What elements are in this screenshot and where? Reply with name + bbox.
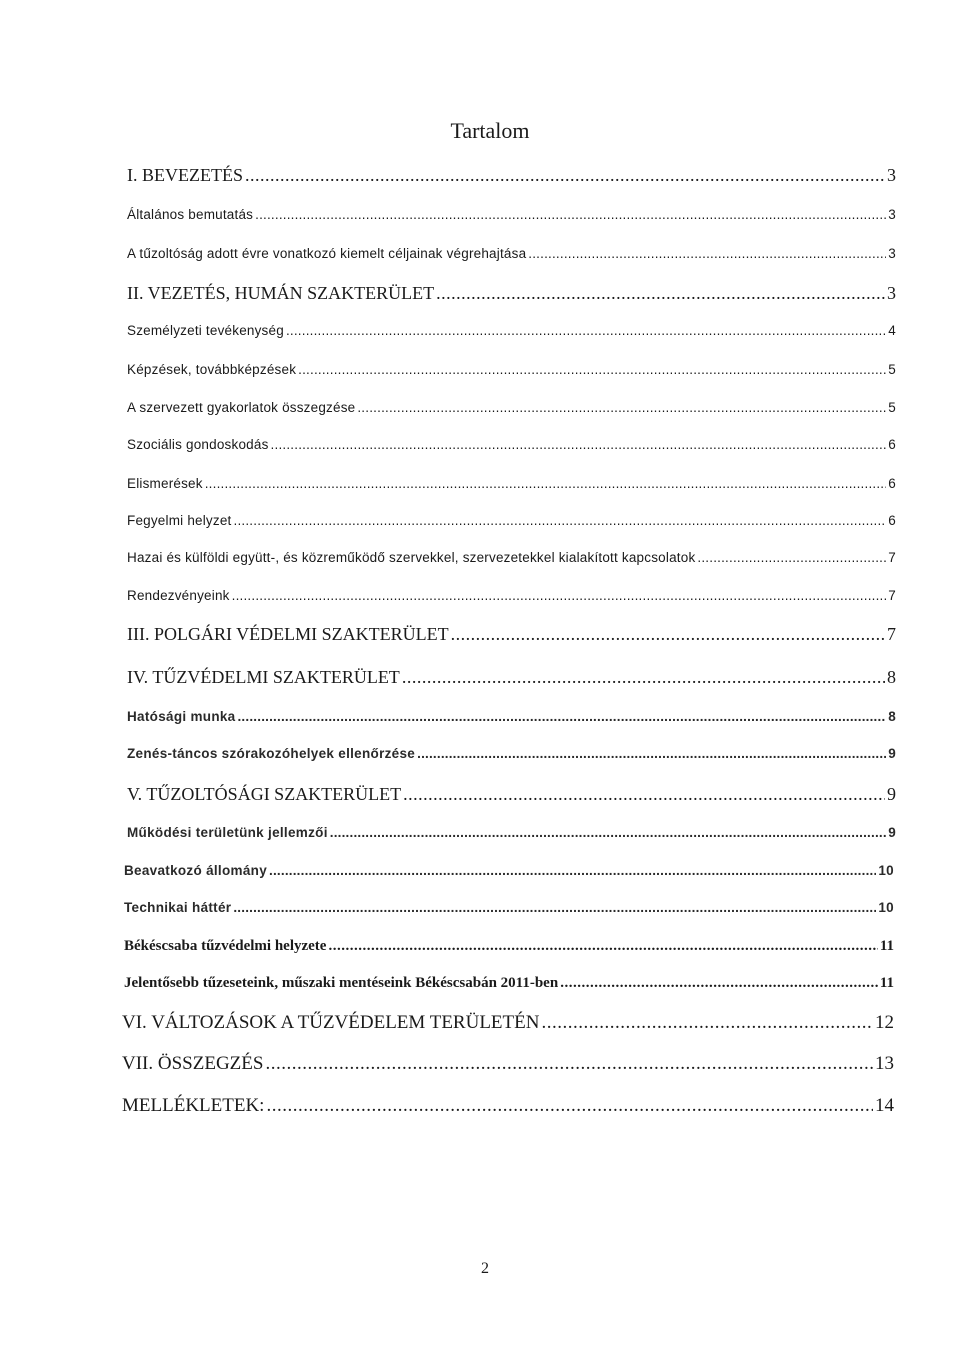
toc-entry-technikai-hatter[interactable] — [124, 900, 894, 915]
toc-entry-page: 12 — [875, 1012, 894, 1033]
dot-leader — [245, 165, 885, 186]
toc-entry-rendezvenyeink[interactable] — [127, 588, 896, 603]
dot-leader — [417, 746, 886, 761]
toc-entry-label: Jelentősebb tűzeseteink, műszaki mentéseink Békéscsabán 2011-ben — [124, 975, 559, 991]
toc-entry-szemelyzeti[interactable] — [127, 323, 896, 338]
dot-leader — [560, 975, 878, 992]
toc-entry-mukodesi-terulet[interactable] — [127, 825, 896, 840]
toc-entry-bekescsaba-tuzvedelmi[interactable] — [124, 938, 894, 955]
toc-entry-kepzesek[interactable] — [127, 362, 896, 377]
toc-entry-page: 9 — [888, 746, 896, 761]
toc-entry-fegyelmi[interactable] — [127, 513, 896, 528]
toc-entry-label: Fegyelmi helyzet — [127, 513, 232, 528]
toc-entry-page: 8 — [887, 667, 896, 687]
dot-leader — [265, 1053, 873, 1075]
page-number: 2 — [481, 1260, 489, 1277]
dot-leader — [298, 362, 886, 377]
toc-entry-zenes-tancos[interactable] — [127, 746, 896, 761]
toc-entry-label: Rendezvényeink — [127, 588, 230, 603]
dot-leader — [233, 900, 876, 915]
dot-leader — [541, 1012, 873, 1034]
toc-entry-label: IV. TŰZVÉDELMI SZAKTERÜLET — [127, 667, 400, 687]
toc-entry-page: 5 — [888, 400, 896, 415]
toc-entry-page: 6 — [888, 513, 896, 528]
toc-entry-label: II. VEZETÉS, HUMÁN SZAKTERÜLET — [127, 283, 435, 303]
dot-leader — [330, 825, 886, 840]
toc-entry-label: Hatósági munka — [127, 709, 236, 724]
toc-entry-label: Általános bemutatás — [127, 207, 254, 222]
dot-leader — [234, 513, 887, 528]
toc-entry-page: 10 — [878, 863, 894, 878]
dot-leader — [255, 207, 886, 222]
toc-entry-page: 7 — [887, 624, 896, 644]
toc-entry-label: I. BEVEZETÉS — [127, 165, 243, 185]
toc-entry-page: 6 — [888, 437, 896, 452]
toc-entry-jelentosebb-tuzesetek[interactable] — [124, 975, 894, 992]
dot-leader — [271, 437, 887, 452]
dot-leader — [269, 863, 876, 878]
toc-entry-polgari-vedelmi[interactable] — [127, 624, 896, 645]
dot-leader — [286, 323, 886, 338]
page-title: Tartalom — [450, 118, 530, 143]
toc-entry-label: Zenés-táncos szórakozóhelyek ellenőrzése — [127, 746, 416, 761]
dot-leader — [528, 246, 886, 261]
dot-leader — [402, 667, 885, 688]
dot-leader — [328, 938, 877, 955]
dot-leader — [266, 1095, 873, 1117]
toc-entry-elismeresek[interactable] — [127, 476, 896, 491]
toc-entry-label: V. TŰZOLTÓSÁGI SZAKTERÜLET — [127, 784, 402, 804]
dot-leader — [697, 550, 886, 565]
toc-entry-label: III. POLGÁRI VÉDELMI SZAKTERÜLET — [127, 624, 449, 644]
dot-leader — [451, 624, 885, 645]
toc-entry-szocialis[interactable] — [127, 437, 896, 452]
toc-entry-label: VI. VÁLTOZÁSOK A TŰZVÉDELEM TERÜLETÉN — [122, 1012, 540, 1033]
toc-entry-kapcsolatok[interactable] — [127, 550, 896, 565]
toc-entry-page: 11 — [879, 938, 894, 954]
toc-entry-hatosagi-munka[interactable] — [127, 709, 896, 724]
toc-entry-bevezetes[interactable] — [127, 165, 896, 186]
toc-entry-page: 8 — [888, 709, 896, 724]
toc-entry-label: MELLÉKLETEK: — [122, 1095, 265, 1116]
toc-entry-valtozasok[interactable] — [122, 1012, 894, 1034]
dot-leader — [232, 588, 887, 603]
dot-leader — [237, 709, 886, 724]
toc-entry-label: VII. ÖSSZEGZÉS — [122, 1053, 264, 1074]
toc-entry-label: Szociális gondoskodás — [127, 437, 269, 452]
toc-entry-label: Hazai és külföldi együtt-, és közreműködő szervekkel, szervezetekkel kialakított kapcsolatok — [127, 550, 696, 565]
dot-leader — [403, 784, 885, 805]
toc-entry-page: 3 — [888, 207, 896, 222]
toc-entry-beavatkozo-allomany[interactable] — [124, 863, 894, 878]
toc-entry-page: 9 — [888, 825, 896, 840]
toc-entry-page: 3 — [888, 246, 896, 261]
toc-entry-page: 5 — [888, 362, 896, 377]
toc-entry-page: 10 — [878, 900, 894, 915]
toc-entry-label: Békéscsaba tűzvédelmi helyzete — [124, 938, 327, 954]
toc-entry-page: 13 — [875, 1053, 894, 1074]
toc-entry-page: 11 — [879, 975, 894, 991]
toc-entry-page: 7 — [888, 550, 896, 565]
toc-entry-page: 3 — [887, 165, 896, 185]
toc-entry-gyakorlatok[interactable] — [127, 400, 896, 415]
dot-leader — [357, 400, 886, 415]
toc-entry-celok[interactable] — [127, 246, 896, 261]
toc-entry-vezetes-human[interactable] — [127, 283, 896, 304]
toc-entry-page: 14 — [875, 1095, 894, 1116]
toc-entry-page: 4 — [888, 323, 896, 338]
toc-entry-page: 9 — [887, 784, 896, 804]
toc-entry-page: 6 — [888, 476, 896, 491]
toc-entry-label: Elismerések — [127, 476, 203, 491]
toc-entry-page: 3 — [887, 283, 896, 303]
toc-entry-label: Beavatkozó állomány — [124, 863, 268, 878]
toc-entry-altalanos-bemutatas[interactable] — [127, 207, 896, 222]
toc-entry-mellekletek[interactable] — [122, 1095, 894, 1117]
toc-entry-osszegzes[interactable] — [122, 1053, 894, 1075]
toc-entry-tuzvedelmi[interactable] — [127, 667, 896, 688]
toc-entry-label: A szervezett gyakorlatok összegzése — [127, 400, 356, 415]
toc-entry-label: Technikai háttér — [124, 900, 232, 915]
toc-entry-label: Személyzeti tevékenység — [127, 323, 284, 338]
dot-leader — [205, 476, 887, 491]
toc-entry-tuzoltosagi[interactable] — [127, 784, 896, 805]
dot-leader — [436, 283, 885, 304]
toc-entry-label: A tűzoltóság adott évre vonatkozó kiemelt céljainak végrehajtása — [127, 246, 527, 261]
toc-entry-label: Működési területünk jellemzői — [127, 825, 328, 840]
toc-entry-label: Képzések, továbbképzések — [127, 362, 297, 377]
toc-entry-page: 7 — [888, 588, 896, 603]
